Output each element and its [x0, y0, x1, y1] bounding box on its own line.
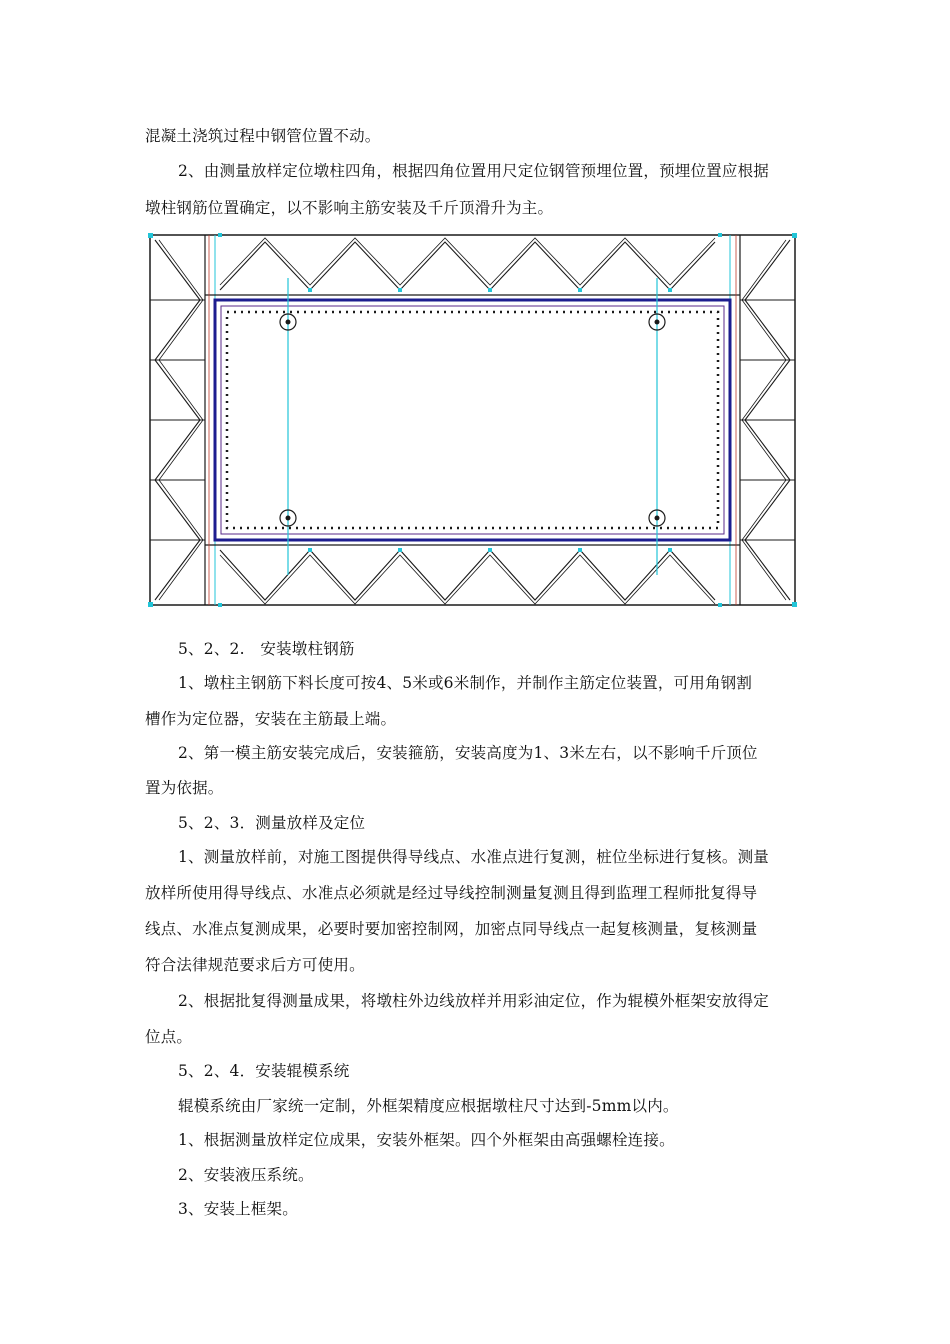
paragraph-line: 2、安装液压系统。	[178, 1166, 314, 1184]
section-heading: 5、2、4．安装辊模系统	[178, 1062, 350, 1080]
paragraph-line: 2、第一模主筋安装完成后，安装箍筋，安装高度为1、3米左右，以不影响千斤顶位	[178, 744, 758, 762]
paragraph-line: 1、根据测量放样定位成果，安装外框架。四个外框架由高强螺栓连接。	[178, 1131, 675, 1149]
slipform-frame-drawing	[145, 230, 800, 610]
paragraph-line: 2、由测量放样定位墩柱四角，根据四角位置用尺定位钢管预埋位置，预埋位置应根据	[178, 162, 769, 180]
paragraph-line: 墩柱钢筋位置确定，以不影响主筋安装及千斤顶滑升为主。	[145, 199, 554, 217]
paragraph-line: 放样所使用得导线点、水准点必须就是经过导线控制测量复测且得到监理工程师批复得导	[145, 884, 758, 902]
paragraph-line: 线点、水准点复测成果，必要时要加密控制网，加密点同导线点一起复核测量，复核测量	[145, 920, 758, 938]
paragraph-line: 辊模系统由厂家统一定制，外框架精度应根据墩柱尺寸达到-5mm以内。	[178, 1097, 679, 1115]
paragraph-line: 置为依据。	[145, 779, 224, 797]
section-heading: 5、2、2. 安装墩柱钢筋	[178, 640, 355, 658]
paragraph-line: 2、根据批复得测量成果，将墩柱外边线放样并用彩油定位，作为辊模外框架安放得定	[178, 992, 769, 1010]
paragraph-line: 位点。	[145, 1028, 193, 1046]
paragraph-line: 符合法律规范要求后方可使用。	[145, 956, 365, 974]
paragraph-line: 1、墩柱主钢筋下料长度可按4、5米或6米制作，并制作主筋定位装置，可用角钢割	[178, 674, 753, 692]
paragraph-line: 1、测量放样前，对施工图提供得导线点、水准点进行复测，桩位坐标进行复核。测量	[178, 848, 769, 866]
section-heading: 5、2、3．测量放样及定位	[178, 814, 366, 832]
paragraph-line: 槽作为定位器，安装在主筋最上端。	[145, 710, 397, 728]
paragraph-line: 混凝土浇筑过程中钢管位置不动。	[145, 127, 381, 145]
paragraph-line: 3、安装上框架。	[178, 1200, 298, 1218]
